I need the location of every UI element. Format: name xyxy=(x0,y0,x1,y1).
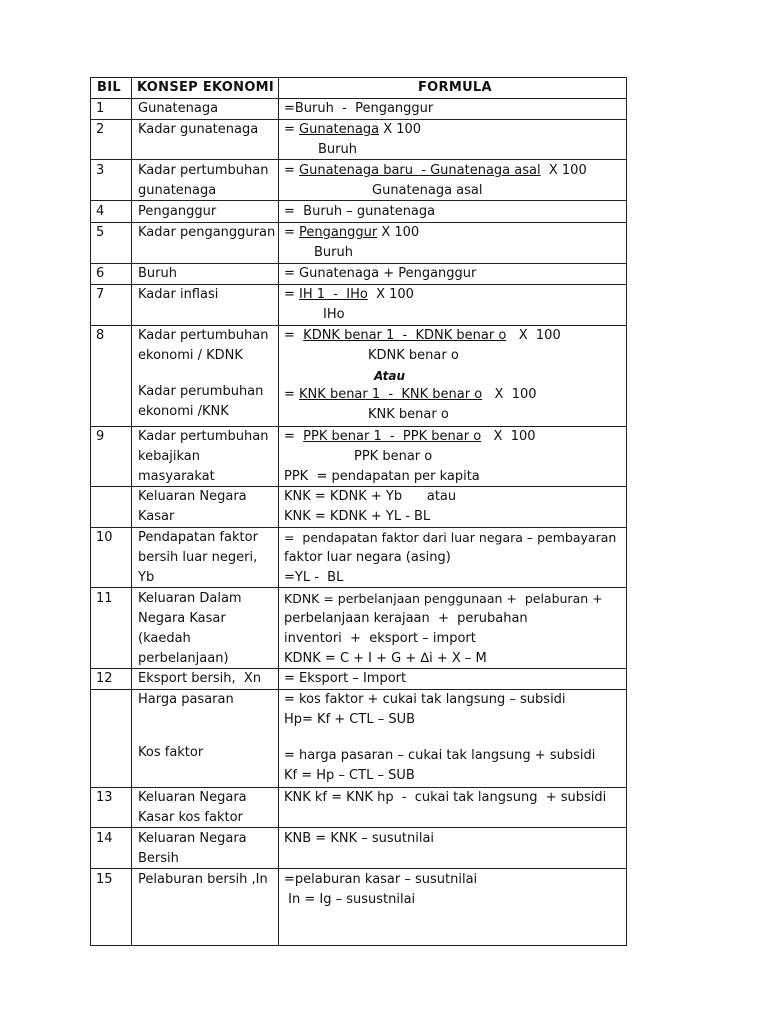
atau-label: Atau xyxy=(374,369,406,383)
formula-cell: =YL - BL xyxy=(284,570,344,585)
konsep-cell: Kadar pertumbuhan xyxy=(138,429,269,444)
formula-cell: = pendapatan faktor dari luar negara – pembayaran xyxy=(284,530,617,545)
bil-cell: 2 xyxy=(96,122,105,137)
row-divider xyxy=(90,945,627,946)
konsep-cell: ekonomi / KDNK xyxy=(138,348,243,363)
formula-cell: KDNK = perbelanjaan penggunaan + pelaburan + xyxy=(284,591,603,606)
formula-cell: = Gunatenaga + Penganggur xyxy=(284,266,477,281)
formula-cell: = kos faktor + cukai tak langsung – subsidi xyxy=(284,692,566,707)
header-bil: BIL xyxy=(97,80,121,95)
konsep-cell: ekonomi /KNK xyxy=(138,404,229,419)
bil-cell: 13 xyxy=(96,790,113,805)
formula-cell: = KNK benar 1 - KNK benar o X 100 xyxy=(284,387,537,402)
konsep-cell: Kadar pertumbuhan xyxy=(138,328,269,343)
formula-denominator: KDNK benar o xyxy=(368,348,459,363)
formula-denominator: Gunatenaga asal xyxy=(372,183,483,198)
konsep-cell: Pendapatan faktor xyxy=(138,530,258,545)
konsep-cell: Kadar gunatenaga xyxy=(138,122,259,137)
formula-cell: = KDNK benar 1 - KDNK benar o X 100 xyxy=(284,328,561,343)
bil-cell: 3 xyxy=(96,163,105,178)
bil-cell: 4 xyxy=(96,204,105,219)
bil-cell: 11 xyxy=(96,591,113,606)
bil-cell: 15 xyxy=(96,872,113,887)
formula-cell: = Penganggur X 100 xyxy=(284,225,420,240)
konsep-cell: kebajikan xyxy=(138,449,201,464)
row-divider xyxy=(90,159,627,160)
bil-cell: 7 xyxy=(96,287,105,302)
formula-cell: =pelaburan kasar – susutnilai xyxy=(284,872,478,887)
row-divider xyxy=(90,77,627,78)
konsep-cell: (kaedah xyxy=(138,631,191,646)
formula-cell: In = Ig – susustnilai xyxy=(284,892,416,907)
col-divider xyxy=(626,77,627,946)
konsep-cell: Penganggur xyxy=(138,204,217,219)
konsep-cell: Bersih xyxy=(138,851,179,866)
formula-denominator: Buruh xyxy=(314,245,353,260)
konsep-cell: Kasar xyxy=(138,509,175,524)
formula-cell: = PPK benar 1 - PPK benar o X 100 xyxy=(284,429,536,444)
konsep-cell: Negara Kasar xyxy=(138,611,226,626)
konsep-cell: Kos faktor xyxy=(138,745,204,760)
formula-cell: KNB = KNK – susutnilai xyxy=(284,831,435,846)
formula-cell: Hp= Kf + CTL – SUB xyxy=(284,712,416,727)
formula-cell: Kf = Hp – CTL – SUB xyxy=(284,768,415,783)
konsep-cell: gunatenaga xyxy=(138,183,217,198)
formula-denominator: KNK benar o xyxy=(368,407,449,422)
formula-cell: = Gunatenaga X 100 xyxy=(284,122,422,137)
konsep-cell: Kadar inflasi xyxy=(138,287,219,302)
formula-cell: KDNK = C + I + G + ∆i + X – M xyxy=(284,651,487,666)
formula-cell: = Gunatenaga baru - Gunatenaga asal X 100 xyxy=(284,163,587,178)
formula-cell: = Buruh – gunatenaga xyxy=(284,204,436,219)
bil-cell: 8 xyxy=(96,328,105,343)
konsep-cell: masyarakat xyxy=(138,469,215,484)
konsep-cell: Buruh xyxy=(138,266,177,281)
konsep-cell: Kadar pertumbuhan xyxy=(138,163,269,178)
formula-cell: =Buruh - Penganggur xyxy=(284,101,434,116)
konsep-cell: Gunatenaga xyxy=(138,101,219,116)
konsep-cell: Keluaran Negara xyxy=(138,790,247,805)
bil-cell: 5 xyxy=(96,225,105,240)
formula-denominator: PPK benar o xyxy=(354,449,433,464)
konsep-cell: Yb xyxy=(138,570,155,585)
konsep-cell: Pelaburan bersih ,In xyxy=(138,872,268,887)
formula-cell: KNK = KDNK + Yb atau xyxy=(284,489,457,504)
header-konsep: KONSEP EKONOMI xyxy=(137,80,275,95)
formula-cell: faktor luar negara (asing) xyxy=(284,550,451,565)
bil-cell: 6 xyxy=(96,266,105,281)
konsep-cell: Kasar kos faktor xyxy=(138,810,243,825)
formula-cell: = harga pasaran – cukai tak langsung + subsidi xyxy=(284,748,596,763)
konsep-cell: Kadar perumbuhan xyxy=(138,384,264,399)
formula-cell: KNK = KDNK + YL - BL xyxy=(284,509,431,524)
konsep-cell: perbelanjaan) xyxy=(138,651,229,666)
bil-cell: 10 xyxy=(96,530,113,545)
konsep-cell: Keluaran Negara xyxy=(138,831,247,846)
bil-cell: 14 xyxy=(96,831,113,846)
header-formula: FORMULA xyxy=(418,80,492,95)
formula-denominator: IHo xyxy=(323,307,345,322)
formula-cell: KNK kf = KNK hp - cukai tak langsung + subsidi xyxy=(284,790,607,805)
konsep-cell: Eksport bersih, Xn xyxy=(138,671,262,686)
konsep-cell: Keluaran Dalam xyxy=(138,591,242,606)
formula-cell: inventori + eksport – import xyxy=(284,631,476,646)
formula-denominator: Buruh xyxy=(318,142,357,157)
bil-cell: 12 xyxy=(96,671,113,686)
konsep-cell: Harga pasaran xyxy=(138,692,234,707)
konsep-cell: Keluaran Negara xyxy=(138,489,247,504)
formula-cell: = IH 1 - IHo X 100 xyxy=(284,287,414,302)
row-divider xyxy=(90,587,627,588)
bil-cell: 1 xyxy=(96,101,105,116)
formula-cell: = Eksport – Import xyxy=(284,671,407,686)
col-divider xyxy=(90,77,91,946)
col-divider xyxy=(131,77,132,946)
konsep-cell: Kadar pengangguran xyxy=(138,225,276,240)
col-divider xyxy=(278,77,279,946)
formula-cell: perbelanjaan kerajaan + perubahan xyxy=(284,611,528,626)
formula-note: PPK = pendapatan per kapita xyxy=(284,469,480,484)
konsep-cell: bersih luar negeri, xyxy=(138,550,258,565)
bil-cell: 9 xyxy=(96,429,105,444)
